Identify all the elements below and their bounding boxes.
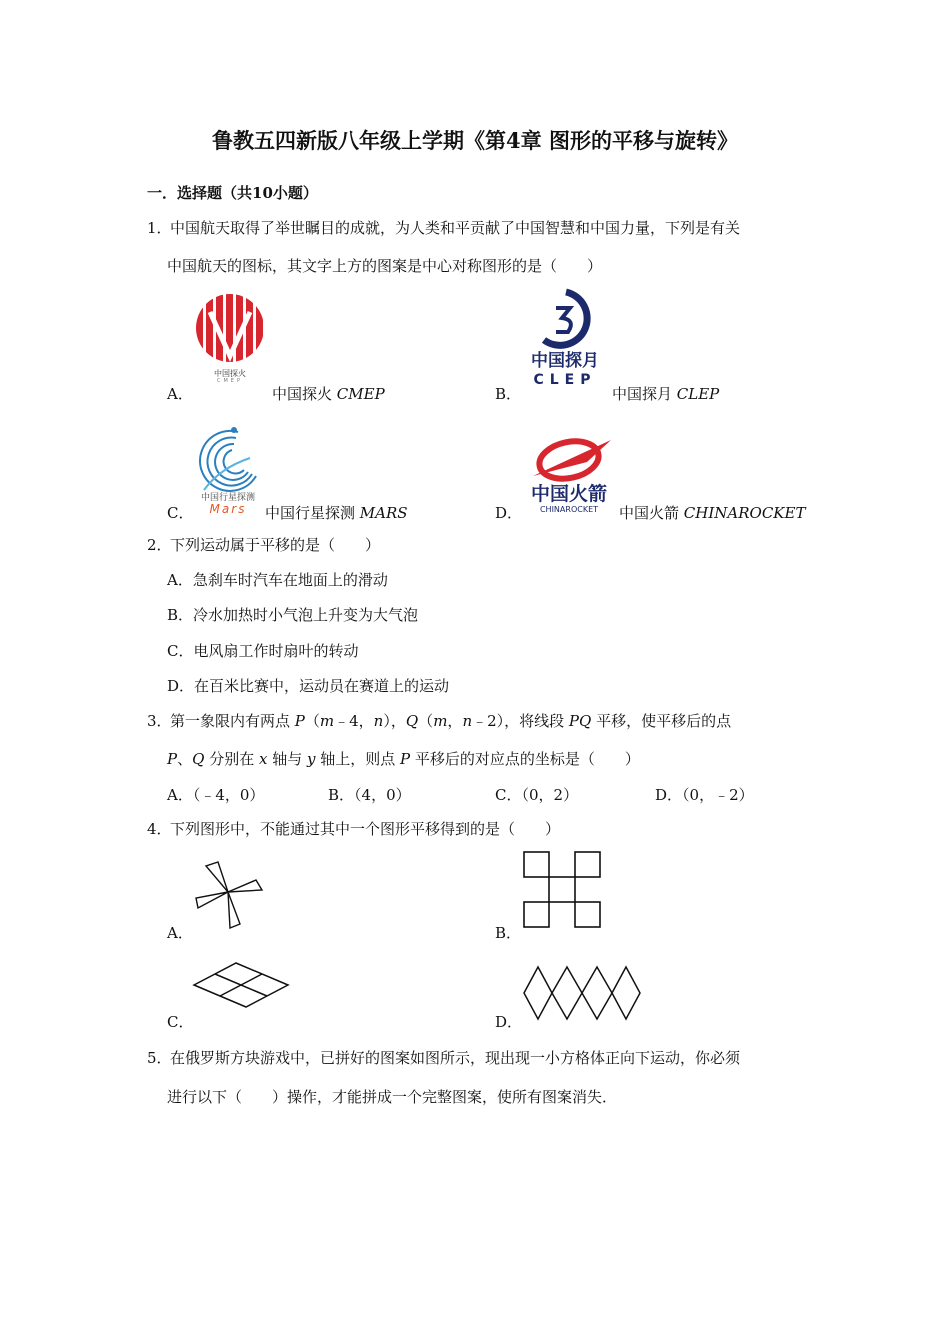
q4-option-b-letter: B． xyxy=(495,924,522,942)
q2-option-b: B．冷水加热时小气泡上升变为大气泡 xyxy=(167,606,419,624)
q3-stem-line2: P、Q 分别在 x 轴与 y 轴上，则点 P 平移后的对应点的坐标是（ ） xyxy=(167,750,640,768)
q1-option-d-label: 中国火箭 CHINAROCKET xyxy=(619,504,806,522)
q4-option-d-letter: D． xyxy=(495,1013,523,1031)
mars-logo-cn: 中国行星探测 xyxy=(200,493,256,503)
cmep-logo-en: CMEP xyxy=(217,378,243,382)
q2-number: 2． xyxy=(147,536,172,554)
chinarocket-logo xyxy=(525,432,617,514)
q4-figure-c-rhombi xyxy=(192,960,292,1010)
mars-logo-en: Mars xyxy=(209,502,247,514)
clep-logo xyxy=(518,286,612,386)
q2-option-a: A．急刹车时汽车在地面上的滑动 xyxy=(167,571,388,589)
q5-stem-line2: 进行以下（ ）操作，才能拼成一个完整图案，使所有图案消失． xyxy=(167,1088,618,1106)
chinarocket-logo-en: CHINAROCKET xyxy=(539,505,599,514)
q4-option-c-letter: C． xyxy=(167,1013,194,1031)
clep-logo-en: CLEP xyxy=(533,372,597,386)
q4-figure-d-diamonds xyxy=(522,964,644,1022)
cmep-logo-cn: 中国探火 xyxy=(214,369,246,378)
q1-option-c-letter: C． xyxy=(167,504,194,522)
q3-option-d: D．（0，﹣2） xyxy=(655,786,754,804)
q3-option-c: C．（0，2） xyxy=(495,786,579,804)
q1-option-a-letter: A． xyxy=(167,385,193,403)
q5-number: 5． xyxy=(147,1049,172,1067)
q3-stem-line1: 第一象限内有两点 P（m﹣4，n），Q（m，n﹣2），将线段 PQ 平移，使平移后的点 xyxy=(170,712,732,730)
section-heading: 一．选择题（共10小题） xyxy=(147,184,318,202)
q3-option-b: B．（4，0） xyxy=(328,786,411,804)
q3-option-a: A．（﹣4，0） xyxy=(167,786,265,804)
q1-stem-line1: 中国航天取得了举世瞩目的成就，为人类和平贡献了中国智慧和中国力量，下列是有关 xyxy=(170,219,741,237)
q1-option-b-letter: B． xyxy=(495,385,522,403)
q5-stem-line1: 在俄罗斯方块游戏中，已拼好的图案如图所示，现出现一小方格体正向下运动，你必须 xyxy=(170,1049,741,1067)
q4-figure-b-squares xyxy=(522,850,606,930)
q1-option-d-letter: D． xyxy=(495,504,523,522)
q1-stem-line2: 中国航天的图标，其文字上方的图案是中心对称图形的是（ ） xyxy=(167,257,603,275)
q4-option-a-letter: A． xyxy=(167,924,193,942)
cmep-logo xyxy=(192,290,270,382)
q1-option-c-label: 中国行星探测 MARS xyxy=(265,504,408,522)
q2-option-d: D．在百米比赛中，运动员在赛道上的运动 xyxy=(167,677,450,695)
q3-number: 3． xyxy=(147,712,172,730)
q2-option-c: C．电风扇工作时扇叶的转动 xyxy=(167,642,359,660)
q1-option-b-label: 中国探月 CLEP xyxy=(612,385,720,403)
q1-number: 1． xyxy=(147,219,172,237)
document-title: 鲁教五四新版八年级上学期《第4章 图形的平移与旋转》 xyxy=(212,128,738,153)
q4-number: 4． xyxy=(147,820,172,838)
q4-figure-a-pinwheel xyxy=(192,858,266,930)
mars-logo xyxy=(192,418,266,514)
clep-logo-cn: 中国探月 xyxy=(531,351,599,371)
q4-stem: 下列图形中，不能通过其中一个图形平移得到的是（ ） xyxy=(170,820,561,838)
q2-stem: 下列运动属于平移的是（ ） xyxy=(170,536,381,554)
chinarocket-logo-cn: 中国火箭 xyxy=(530,483,608,505)
q1-option-a-label: 中国探火 CMEP xyxy=(272,385,385,403)
